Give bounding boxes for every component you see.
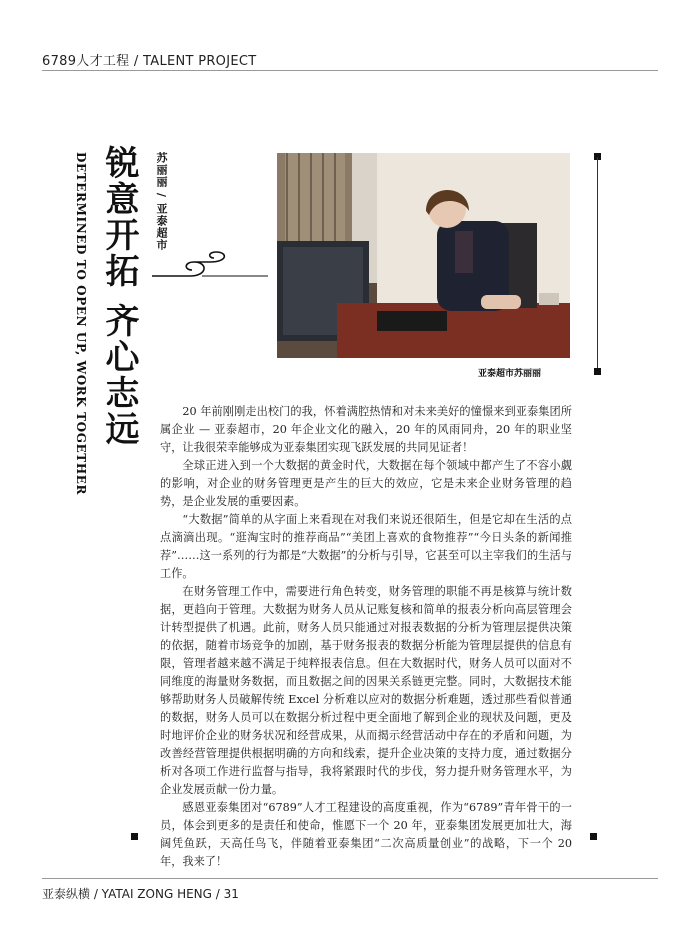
paragraph: 全球正进入到一个大数据的黄金时代，大数据在每个领域中都产生了不容小觑的影响，对企业的财务管理更是产生的巨大的效应，它是未来企业财务管理的趋势，是企业发展的重要因素。 — [160, 459, 572, 508]
header-title: 6789人才工程 / TALENT PROJECT — [42, 54, 257, 69]
footer-divider — [42, 878, 658, 879]
footer-title: 亚泰纵横 / YATAI ZONG HENG / 31 — [42, 887, 239, 901]
article-author: 苏丽丽 / 亚泰超市 — [155, 152, 168, 251]
paragraph: 感恩亚泰集团对“6789”人才工程建设的高度重视，作为“6789”青年骨干的一员，体会到更多的是责任和使命，惟愿下一个 20 年，亚泰集团发展更加壮大，海阔凭鱼跃，天高任鸟飞，伴随着亚泰集团“二次高质量创业”的战略，下一个 20 年，我来了！ — [160, 801, 572, 868]
article-title: 锐意开拓 齐心志远 — [99, 145, 139, 447]
paragraph: 20 年前刚刚走出校门的我，怀着满腔热情和对未来美好的憧憬来到亚泰集团所属企业 — 亚泰超市，20 年企业文化的融入，20 年的风雨同舟，20 年的职业坚守，让我很荣幸能够成为亚泰集团实现飞跃发展的共同见证者！ — [160, 405, 572, 454]
article-title-en: DETERMINED TO OPEN UP, WORK TOGETHER — [74, 152, 88, 496]
article-body — [160, 403, 572, 871]
decorative-swirl-icon — [150, 250, 270, 280]
bracket-line — [597, 157, 598, 369]
paragraph: “大数据”简单的从字面上来看现在对我们来说还很陌生，但是它却在生活的点点滴滴出现。“逛淘宝时的推荐商品”“美团上喜欢的食物推荐”“今日头条的新闻推荐”……这一系列的行为都是“大数据”的分析与引导，它甚至可以主宰我们的生活与工作。 — [160, 513, 572, 580]
paragraph: 在财务管理工作中，需要进行角色转变，财务管理的职能不再是核算与统计数据，更趋向于管理。大数据为财务人员从记账复核和简单的报表分析向高层管理会计转型提供了机遇。此前，财务人员只能通过对报表数据的分析为管理层提供决策的依据，随着市场竞争的加剧，基于财务报表的数据分析能为管理层提供的信息有限，管理者越来越不满足于纯粹报表信息。但在大数据时代，财务人员可以面对不同维度的海量财务数据，而且数据之间的因果关系链更完整。同时，大数据技术能够帮助财务人员破解传统 Excel 分析难以应对的数据分析难题，透过那些看似普通的数据，财务人员可以在数据分析过程中更全面地了解到企业的现状及问题，更及时地评价企业的财务状况和经营成果，从而揭示经营活动中存在的矛盾和问题，为改善经营管理提供根据明确的方向和线索，提升企业决策的支持力度，通过数据分析对各项工作进行监督与指导，我将紧跟时代的步伐，努力提升财务管理水平，为企业发展贡献一份力量。 — [160, 585, 572, 796]
end-marker-left — [131, 833, 138, 840]
header-divider — [42, 70, 658, 71]
portrait-photo — [277, 153, 570, 358]
bracket-bottom-marker — [594, 368, 601, 375]
end-marker-right — [590, 833, 597, 840]
photo-caption: 亚泰超市苏丽丽 — [478, 369, 542, 379]
